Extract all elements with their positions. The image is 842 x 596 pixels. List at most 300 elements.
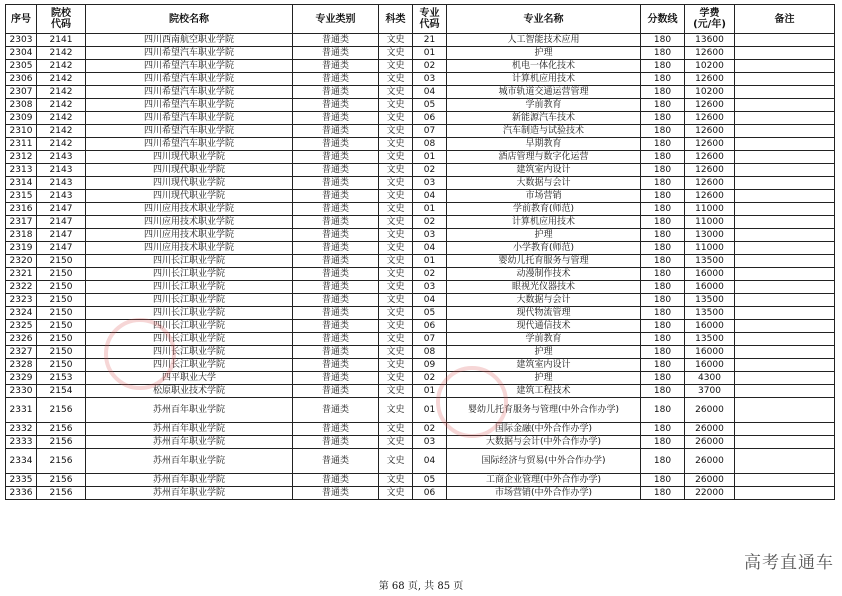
- col-major-name-cell: 国际金融(中外合作办学): [447, 423, 641, 436]
- col-major-name-cell: 学前教育(师范): [447, 203, 641, 216]
- col-school-code-cell: 2154: [37, 385, 86, 398]
- col-score-cell: 180: [641, 281, 685, 294]
- col-major-name-cell: 计算机应用技术: [447, 216, 641, 229]
- col-remark-cell: [735, 385, 835, 398]
- col-index-cell: 2318: [6, 229, 37, 242]
- table-row: [6, 138, 835, 151]
- col-subject-cell: 文史: [379, 60, 413, 73]
- col-subject-cell: 文史: [379, 294, 413, 307]
- col-major-name-cell: 早期教育: [447, 138, 641, 151]
- col-score-cell: 180: [641, 359, 685, 372]
- col-tuition-cell: 13500: [685, 333, 735, 346]
- col-score-cell: 180: [641, 73, 685, 86]
- col-remark-cell: [735, 449, 835, 474]
- col-score-cell: 180: [641, 190, 685, 203]
- col-remark-cell: [735, 151, 835, 164]
- table-row: [6, 255, 835, 268]
- col-school-code-cell: 2156: [37, 487, 86, 500]
- col-index-cell: 2324: [6, 307, 37, 320]
- col-category-cell: 普通类: [293, 34, 379, 47]
- col-school-code-cell: 2147: [37, 242, 86, 255]
- col-tuition-cell: 13000: [685, 229, 735, 242]
- col-major-code-cell: 01: [413, 47, 447, 60]
- col-category-cell: 普通类: [293, 423, 379, 436]
- col-category-cell: 普通类: [293, 47, 379, 60]
- col-tuition-cell: 12600: [685, 164, 735, 177]
- col-major-code-cell: 03: [413, 177, 447, 190]
- col-tuition-cell: 12600: [685, 99, 735, 112]
- table-row: [6, 125, 835, 138]
- col-category-cell: 普通类: [293, 436, 379, 449]
- col-school-name-cell: 四平职业大学: [86, 372, 293, 385]
- col-tuition-cell: 26000: [685, 436, 735, 449]
- col-tuition-cell: 3700: [685, 385, 735, 398]
- col-subject-cell: 文史: [379, 112, 413, 125]
- col-major-name-cell: 大数据与会计: [447, 177, 641, 190]
- col-subject-cell: 文史: [379, 255, 413, 268]
- col-remark-cell: [735, 216, 835, 229]
- col-category-cell: 普通类: [293, 385, 379, 398]
- col-remark-cell: [735, 307, 835, 320]
- col-remark-cell: [735, 99, 835, 112]
- col-index-cell: 2325: [6, 320, 37, 333]
- col-school-name-cell: 四川现代职业学院: [86, 190, 293, 203]
- col-school-code-cell: 2147: [37, 216, 86, 229]
- col-remark-cell: [735, 229, 835, 242]
- col-school-name-cell: 四川长江职业学院: [86, 255, 293, 268]
- col-subject-header: 科类: [379, 5, 413, 34]
- col-school-code-cell: 2153: [37, 372, 86, 385]
- col-index-cell: 2308: [6, 99, 37, 112]
- col-school-code-cell: 2150: [37, 359, 86, 372]
- col-remark-header: 备注: [735, 5, 835, 34]
- col-remark-cell: [735, 320, 835, 333]
- col-index-cell: 2311: [6, 138, 37, 151]
- col-category-header: 专业类别: [293, 5, 379, 34]
- col-subject-cell: 文史: [379, 320, 413, 333]
- col-major-name-cell: 计算机应用技术: [447, 73, 641, 86]
- table-row: [6, 151, 835, 164]
- col-category-cell: 普通类: [293, 73, 379, 86]
- col-category-cell: 普通类: [293, 398, 379, 423]
- table-row: [6, 281, 835, 294]
- col-score-cell: 180: [641, 487, 685, 500]
- table-row: [6, 60, 835, 73]
- col-major-name-cell: 市场营销(中外合作办学): [447, 487, 641, 500]
- col-index-cell: 2331: [6, 398, 37, 423]
- col-category-cell: 普通类: [293, 216, 379, 229]
- col-remark-cell: [735, 487, 835, 500]
- col-major-name-cell: 现代物流管理: [447, 307, 641, 320]
- col-school-name-cell: 四川长江职业学院: [86, 346, 293, 359]
- table-row: [6, 99, 835, 112]
- col-school-code-cell: 2156: [37, 436, 86, 449]
- col-subject-cell: 文史: [379, 229, 413, 242]
- col-major-name-cell: 酒店管理与数字化运营: [447, 151, 641, 164]
- col-major-name-cell: 建筑室内设计: [447, 164, 641, 177]
- col-subject-cell: 文史: [379, 359, 413, 372]
- col-school-name-cell: 苏州百年职业学院: [86, 436, 293, 449]
- col-school-code-cell: 2150: [37, 346, 86, 359]
- col-category-cell: 普通类: [293, 487, 379, 500]
- col-tuition-cell: 26000: [685, 398, 735, 423]
- col-category-cell: 普通类: [293, 99, 379, 112]
- col-remark-cell: [735, 190, 835, 203]
- col-school-code-cell: 2156: [37, 398, 86, 423]
- col-subject-cell: 文史: [379, 216, 413, 229]
- col-category-cell: 普通类: [293, 281, 379, 294]
- col-school-code-cell: 2150: [37, 268, 86, 281]
- table-row: [6, 190, 835, 203]
- col-subject-cell: 文史: [379, 203, 413, 216]
- col-index-cell: 2316: [6, 203, 37, 216]
- col-major-name-cell: 国际经济与贸易(中外合作办学): [447, 449, 641, 474]
- col-category-cell: 普通类: [293, 190, 379, 203]
- col-category-cell: 普通类: [293, 151, 379, 164]
- col-subject-cell: 文史: [379, 86, 413, 99]
- col-school-code-cell: 2150: [37, 333, 86, 346]
- col-tuition-cell: 16000: [685, 268, 735, 281]
- col-school-name-cell: 四川长江职业学院: [86, 359, 293, 372]
- col-remark-cell: [735, 346, 835, 359]
- col-category-cell: 普通类: [293, 372, 379, 385]
- col-major-code-cell: 07: [413, 125, 447, 138]
- col-school-code-cell: 2150: [37, 320, 86, 333]
- col-tuition-cell: 13500: [685, 255, 735, 268]
- col-school-code-cell: 2142: [37, 125, 86, 138]
- col-tuition-cell: 10200: [685, 60, 735, 73]
- col-school-name-cell: 四川应用技术职业学院: [86, 216, 293, 229]
- table-row: [6, 307, 835, 320]
- col-major-name-cell: 护理: [447, 372, 641, 385]
- col-score-cell: 180: [641, 449, 685, 474]
- table-row: [6, 449, 835, 474]
- col-major-name-cell: 城市轨道交通运营管理: [447, 86, 641, 99]
- col-score-cell: 180: [641, 34, 685, 47]
- watermark-seal-icon: [436, 366, 508, 438]
- col-major-code-cell: 06: [413, 487, 447, 500]
- col-subject-cell: 文史: [379, 385, 413, 398]
- col-remark-cell: [735, 268, 835, 281]
- col-remark-cell: [735, 333, 835, 346]
- col-school-name-cell: 四川希望汽车职业学院: [86, 73, 293, 86]
- col-score-cell: 180: [641, 138, 685, 151]
- col-subject-cell: 文史: [379, 346, 413, 359]
- col-subject-cell: 文史: [379, 398, 413, 423]
- col-school-name-cell: 四川现代职业学院: [86, 151, 293, 164]
- col-index-cell: 2315: [6, 190, 37, 203]
- col-index-cell: 2310: [6, 125, 37, 138]
- col-school-code-cell: 2143: [37, 164, 86, 177]
- col-score-cell: 180: [641, 177, 685, 190]
- col-major-name-cell: 大数据与会计: [447, 294, 641, 307]
- col-major-code-cell: 01: [413, 385, 447, 398]
- col-tuition-cell: 13500: [685, 307, 735, 320]
- col-tuition-cell: 10200: [685, 86, 735, 99]
- col-remark-cell: [735, 398, 835, 423]
- col-index-cell: 2306: [6, 73, 37, 86]
- col-major-name-cell: 婴幼儿托育服务与管理: [447, 255, 641, 268]
- col-major-code-cell: 02: [413, 423, 447, 436]
- col-major-code-cell: 04: [413, 294, 447, 307]
- col-major-code-cell: 04: [413, 242, 447, 255]
- col-major-name-header: 专业名称: [447, 5, 641, 34]
- col-tuition-cell: 16000: [685, 320, 735, 333]
- col-major-name-cell: 护理: [447, 229, 641, 242]
- col-subject-cell: 文史: [379, 449, 413, 474]
- col-index-cell: 2333: [6, 436, 37, 449]
- col-tuition-cell: 26000: [685, 474, 735, 487]
- col-school-name-cell: 四川应用技术职业学院: [86, 229, 293, 242]
- col-major-name-cell: 汽车制造与试验技术: [447, 125, 641, 138]
- table-body: [6, 34, 835, 500]
- col-category-cell: 普通类: [293, 203, 379, 216]
- col-major-name-cell: 大数据与会计(中外合作办学): [447, 436, 641, 449]
- col-school-name-cell: 四川长江职业学院: [86, 307, 293, 320]
- page-footer: 第 68 页, 共 85 页: [378, 581, 464, 592]
- col-subject-cell: 文史: [379, 487, 413, 500]
- col-index-cell: 2336: [6, 487, 37, 500]
- col-score-cell: 180: [641, 86, 685, 99]
- col-school-code-cell: 2143: [37, 151, 86, 164]
- col-school-code-cell: 2156: [37, 423, 86, 436]
- col-major-name-cell: 婴幼儿托育服务与管理(中外合作办学): [447, 398, 641, 423]
- col-major-code-cell: 03: [413, 436, 447, 449]
- col-remark-cell: [735, 474, 835, 487]
- col-school-code-cell: 2141: [37, 34, 86, 47]
- col-subject-cell: 文史: [379, 177, 413, 190]
- col-major-code-cell: 06: [413, 112, 447, 125]
- col-remark-cell: [735, 138, 835, 151]
- col-subject-cell: 文史: [379, 99, 413, 112]
- col-subject-cell: 文史: [379, 73, 413, 86]
- col-subject-cell: 文史: [379, 333, 413, 346]
- col-score-cell: 180: [641, 333, 685, 346]
- col-score-cell: 180: [641, 242, 685, 255]
- col-school-name-cell: 四川长江职业学院: [86, 268, 293, 281]
- col-remark-cell: [735, 294, 835, 307]
- col-index-cell: 2317: [6, 216, 37, 229]
- col-tuition-cell: 12600: [685, 125, 735, 138]
- col-category-cell: 普通类: [293, 449, 379, 474]
- col-index-header: 序号: [6, 5, 37, 34]
- col-tuition-header: 学费 (元/年): [685, 5, 735, 34]
- col-school-code-cell: 2150: [37, 307, 86, 320]
- col-score-cell: 180: [641, 125, 685, 138]
- col-school-name-header: 院校名称: [86, 5, 293, 34]
- col-tuition-cell: 12600: [685, 73, 735, 86]
- col-major-code-cell: 02: [413, 164, 447, 177]
- col-score-cell: 180: [641, 320, 685, 333]
- table-row: [6, 487, 835, 500]
- table-row: [6, 177, 835, 190]
- col-major-code-cell: 01: [413, 151, 447, 164]
- col-major-name-cell: 市场营销: [447, 190, 641, 203]
- col-school-name-cell: 四川应用技术职业学院: [86, 203, 293, 216]
- table-row: [6, 294, 835, 307]
- col-school-name-cell: 四川长江职业学院: [86, 320, 293, 333]
- col-major-code-cell: 02: [413, 216, 447, 229]
- col-major-name-cell: 建筑工程技术: [447, 385, 641, 398]
- table-row: [6, 164, 835, 177]
- col-subject-cell: 文史: [379, 164, 413, 177]
- col-category-cell: 普通类: [293, 346, 379, 359]
- col-major-name-cell: 机电一体化技术: [447, 60, 641, 73]
- col-tuition-cell: 16000: [685, 359, 735, 372]
- col-score-cell: 180: [641, 307, 685, 320]
- col-school-name-cell: 四川希望汽车职业学院: [86, 47, 293, 60]
- col-school-code-cell: 2147: [37, 229, 86, 242]
- col-score-cell: 180: [641, 60, 685, 73]
- col-tuition-cell: 12600: [685, 151, 735, 164]
- col-index-cell: 2307: [6, 86, 37, 99]
- col-index-cell: 2305: [6, 60, 37, 73]
- col-school-name-cell: 四川希望汽车职业学院: [86, 138, 293, 151]
- col-category-cell: 普通类: [293, 125, 379, 138]
- col-school-name-cell: 苏州百年职业学院: [86, 398, 293, 423]
- col-major-code-cell: 05: [413, 474, 447, 487]
- table-row: [6, 86, 835, 99]
- col-category-cell: 普通类: [293, 86, 379, 99]
- col-tuition-cell: 16000: [685, 281, 735, 294]
- table-row: [6, 34, 835, 47]
- col-score-cell: 180: [641, 398, 685, 423]
- col-major-name-cell: 新能源汽车技术: [447, 112, 641, 125]
- col-index-cell: 2321: [6, 268, 37, 281]
- admission-table: [5, 4, 835, 500]
- col-remark-cell: [735, 86, 835, 99]
- col-school-name-cell: 四川希望汽车职业学院: [86, 99, 293, 112]
- col-major-code-cell: 02: [413, 60, 447, 73]
- col-score-cell: 180: [641, 203, 685, 216]
- table-row: [6, 229, 835, 242]
- col-school-name-cell: 四川长江职业学院: [86, 281, 293, 294]
- col-score-cell: 180: [641, 216, 685, 229]
- col-remark-cell: [735, 423, 835, 436]
- col-tuition-cell: 26000: [685, 423, 735, 436]
- col-tuition-cell: 12600: [685, 47, 735, 60]
- col-score-cell: 180: [641, 112, 685, 125]
- col-remark-cell: [735, 359, 835, 372]
- col-score-cell: 180: [641, 268, 685, 281]
- col-category-cell: 普通类: [293, 268, 379, 281]
- col-remark-cell: [735, 255, 835, 268]
- col-major-code-cell: 02: [413, 372, 447, 385]
- col-category-cell: 普通类: [293, 255, 379, 268]
- table-row: [6, 242, 835, 255]
- col-score-cell: 180: [641, 47, 685, 60]
- col-major-code-cell: 05: [413, 99, 447, 112]
- col-score-cell: 180: [641, 423, 685, 436]
- col-tuition-cell: 22000: [685, 487, 735, 500]
- col-remark-cell: [735, 203, 835, 216]
- col-school-name-cell: 四川西南航空职业学院: [86, 34, 293, 47]
- col-school-code-cell: 2147: [37, 203, 86, 216]
- watermark-seal-icon: [104, 318, 176, 390]
- col-subject-cell: 文史: [379, 138, 413, 151]
- col-subject-cell: 文史: [379, 372, 413, 385]
- col-index-cell: 2319: [6, 242, 37, 255]
- col-major-code-cell: 08: [413, 138, 447, 151]
- col-score-cell: 180: [641, 294, 685, 307]
- col-subject-cell: 文史: [379, 474, 413, 487]
- col-index-cell: 2322: [6, 281, 37, 294]
- col-remark-cell: [735, 73, 835, 86]
- col-index-cell: 2303: [6, 34, 37, 47]
- col-school-code-cell: 2142: [37, 60, 86, 73]
- col-index-cell: 2309: [6, 112, 37, 125]
- table-row: [6, 268, 835, 281]
- col-major-code-cell: 05: [413, 307, 447, 320]
- col-index-cell: 2327: [6, 346, 37, 359]
- col-index-cell: 2320: [6, 255, 37, 268]
- col-remark-cell: [735, 34, 835, 47]
- col-score-cell: 180: [641, 255, 685, 268]
- col-major-code-cell: 04: [413, 190, 447, 203]
- col-index-cell: 2335: [6, 474, 37, 487]
- col-school-name-cell: 四川现代职业学院: [86, 164, 293, 177]
- col-school-code-cell: 2142: [37, 99, 86, 112]
- col-school-name-cell: 四川希望汽车职业学院: [86, 125, 293, 138]
- col-school-code-cell: 2142: [37, 73, 86, 86]
- col-major-code-cell: 01: [413, 255, 447, 268]
- table-row: [6, 398, 835, 423]
- col-subject-cell: 文史: [379, 423, 413, 436]
- col-score-cell: 180: [641, 474, 685, 487]
- col-major-code-cell: 03: [413, 73, 447, 86]
- col-school-name-cell: 苏州百年职业学院: [86, 449, 293, 474]
- col-major-name-cell: 工商企业管理(中外合作办学): [447, 474, 641, 487]
- col-school-code-cell: 2142: [37, 138, 86, 151]
- col-tuition-cell: 12600: [685, 190, 735, 203]
- col-school-code-header: 院校 代码: [37, 5, 86, 34]
- col-school-code-cell: 2142: [37, 112, 86, 125]
- col-score-cell: 180: [641, 346, 685, 359]
- col-subject-cell: 文史: [379, 307, 413, 320]
- col-remark-cell: [735, 60, 835, 73]
- col-remark-cell: [735, 281, 835, 294]
- col-major-code-cell: 08: [413, 346, 447, 359]
- col-major-name-cell: 护理: [447, 346, 641, 359]
- col-subject-cell: 文史: [379, 190, 413, 203]
- col-major-code-cell: 03: [413, 281, 447, 294]
- col-category-cell: 普通类: [293, 320, 379, 333]
- col-subject-cell: 文史: [379, 242, 413, 255]
- col-school-name-cell: 四川长江职业学院: [86, 333, 293, 346]
- col-category-cell: 普通类: [293, 138, 379, 151]
- col-index-cell: 2323: [6, 294, 37, 307]
- col-score-header: 分数线: [641, 5, 685, 34]
- col-remark-cell: [735, 164, 835, 177]
- col-category-cell: 普通类: [293, 359, 379, 372]
- col-major-code-cell: 02: [413, 268, 447, 281]
- table-row: [6, 216, 835, 229]
- col-subject-cell: 文史: [379, 151, 413, 164]
- col-major-code-cell: 07: [413, 333, 447, 346]
- col-major-code-header: 专业 代码: [413, 5, 447, 34]
- col-subject-cell: 文史: [379, 281, 413, 294]
- col-score-cell: 180: [641, 385, 685, 398]
- col-major-name-cell: 人工智能技术应用: [447, 34, 641, 47]
- col-index-cell: 2330: [6, 385, 37, 398]
- col-school-code-cell: 2143: [37, 190, 86, 203]
- col-school-name-cell: 四川应用技术职业学院: [86, 242, 293, 255]
- col-score-cell: 180: [641, 229, 685, 242]
- col-index-cell: 2314: [6, 177, 37, 190]
- col-remark-cell: [735, 242, 835, 255]
- col-category-cell: 普通类: [293, 474, 379, 487]
- col-major-code-cell: 04: [413, 86, 447, 99]
